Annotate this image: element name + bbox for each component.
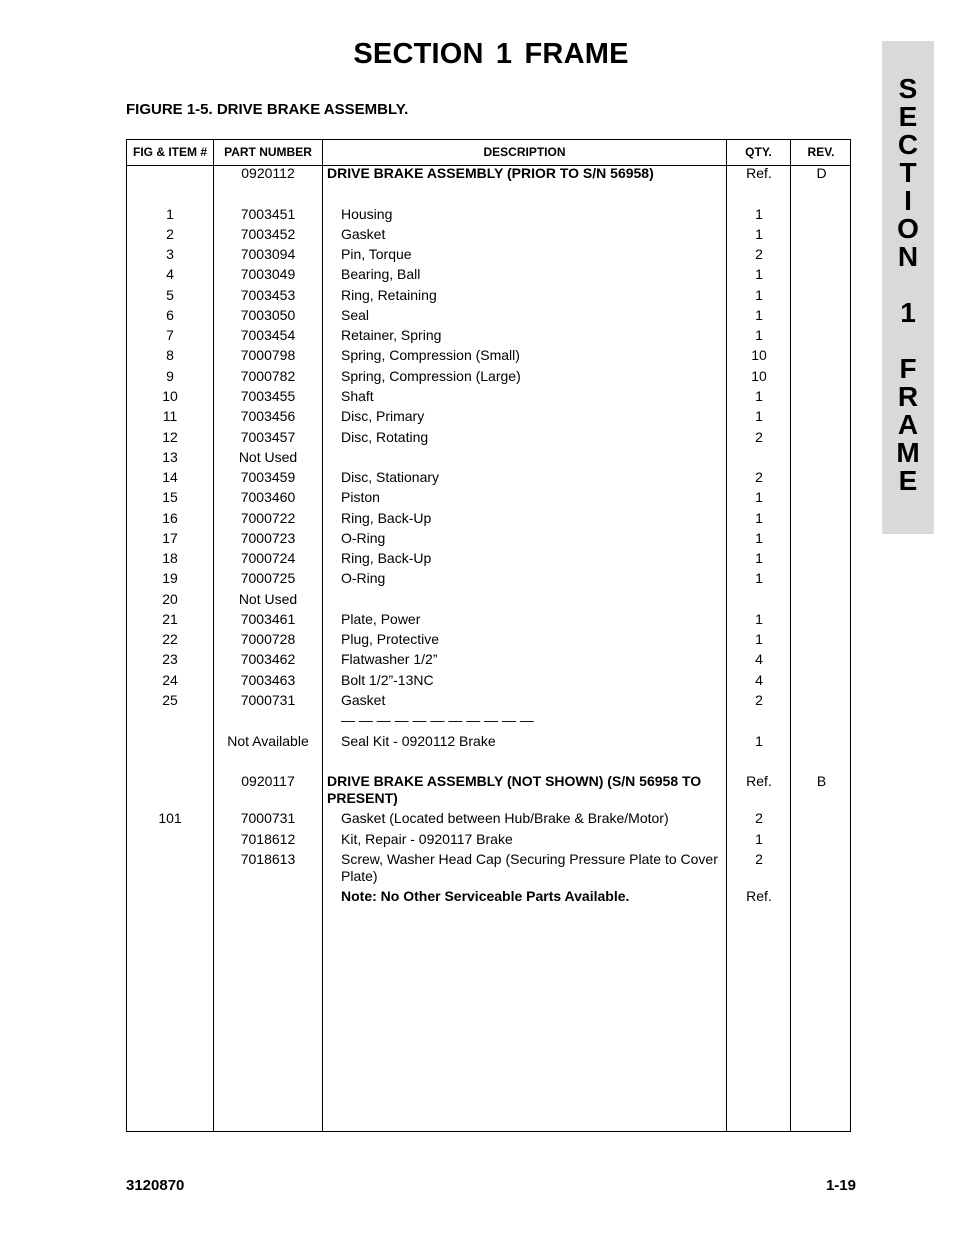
document-number: 3120870 xyxy=(126,1177,185,1194)
cell-qty: 2 xyxy=(755,469,763,485)
side-tab-letter: S xyxy=(898,73,918,104)
cell-qty: 1 xyxy=(755,287,763,303)
cell-qty: 1 xyxy=(755,266,763,282)
parts-table xyxy=(126,139,851,1132)
column-divider xyxy=(322,140,323,1131)
cell-qty: 2 xyxy=(755,851,763,867)
cell-description: Gasket xyxy=(341,692,386,708)
cell-part-number: 7003049 xyxy=(240,266,296,282)
cell-fig-item: 23 xyxy=(162,651,178,667)
cell-description: Gasket (Located between Hub/Brake & Brake/Motor) xyxy=(341,810,669,826)
cell-fig-item: 4 xyxy=(166,266,174,282)
cell-qty: Ref. xyxy=(746,165,772,181)
cell-part-number: 7000725 xyxy=(240,570,296,586)
cell-description: Ring, Retaining xyxy=(341,287,437,303)
cell-part-number: Not Used xyxy=(238,449,298,465)
cell-qty: 2 xyxy=(755,810,763,826)
cell-description: Note: No Other Serviceable Parts Available. xyxy=(341,888,630,904)
cell-qty: 1 xyxy=(755,570,763,586)
cell-part-number: 7000798 xyxy=(240,347,296,363)
cell-qty: 1 xyxy=(755,530,763,546)
cell-qty: 1 xyxy=(755,226,763,242)
side-tab-letter: E xyxy=(898,101,918,132)
cell-part-number: 7003459 xyxy=(240,469,296,485)
cell-description: Pin, Torque xyxy=(341,246,412,262)
cell-qty: 1 xyxy=(755,510,763,526)
section-side-tab xyxy=(882,41,934,534)
cell-description: Bolt 1/2”-13NC xyxy=(341,672,434,688)
cell-part-number: 0920112 xyxy=(241,165,295,181)
cell-fig-item: 15 xyxy=(162,489,178,505)
cell-description: Shaft xyxy=(341,388,374,404)
cell-description: Spring, Compression (Small) xyxy=(341,347,520,363)
cell-qty: 1 xyxy=(755,489,763,505)
cell-fig-item: 16 xyxy=(162,510,178,526)
side-tab-letter: N xyxy=(897,241,919,272)
cell-fig-item: 19 xyxy=(162,570,178,586)
header-rev: REV. xyxy=(807,145,835,159)
cell-part-number: 0920117 xyxy=(241,773,295,789)
cell-qty: 1 xyxy=(755,206,763,222)
cell-part-number: 7000731 xyxy=(240,692,296,708)
cell-description: Seal xyxy=(341,307,370,323)
cell-part-number: 7003452 xyxy=(240,226,296,242)
cell-part-number: 7000722 xyxy=(240,510,296,526)
cell-qty: 1 xyxy=(755,611,763,627)
cell-fig-item: 22 xyxy=(162,631,178,647)
cell-part-number: 7000731 xyxy=(240,810,296,826)
cell-fig-item: 11 xyxy=(162,408,178,424)
cell-fig-item: 14 xyxy=(162,469,178,485)
cell-description: Plug, Protective xyxy=(341,631,440,647)
cell-part-number: 7003455 xyxy=(240,388,296,404)
cell-description: Piston xyxy=(341,489,380,505)
cell-description: — — — — — — — — — — — xyxy=(341,712,534,728)
cell-fig-item: 101 xyxy=(158,810,182,826)
cell-part-number: 7018613 xyxy=(240,851,296,867)
side-tab-letter: M xyxy=(896,437,920,468)
header-fig: FIG & ITEM # xyxy=(132,145,207,159)
cell-rev: B xyxy=(816,773,827,789)
cell-qty: 2 xyxy=(755,429,763,445)
cell-part-number: 7003050 xyxy=(240,307,296,323)
cell-description: Bearing, Ball xyxy=(341,266,421,282)
cell-description: Housing xyxy=(341,206,393,222)
cell-fig-item: 21 xyxy=(162,611,178,627)
side-tab-letter: T xyxy=(899,157,917,188)
cell-fig-item: 7 xyxy=(166,327,174,343)
cell-part-number: 7000723 xyxy=(240,530,296,546)
cell-qty: 1 xyxy=(755,631,763,647)
page-number: 1-19 xyxy=(825,1177,856,1194)
cell-description: O-Ring xyxy=(341,570,386,586)
cell-description: Spring, Compression (Large) xyxy=(341,368,521,384)
cell-qty: 1 xyxy=(755,831,763,847)
cell-fig-item: 24 xyxy=(162,672,178,688)
cell-part-number: 7003461 xyxy=(240,611,296,627)
header-part-number: PART NUMBER xyxy=(224,145,312,159)
cell-description: Disc, Stationary xyxy=(341,469,440,485)
cell-part-number: Not Available xyxy=(227,733,309,749)
cell-fig-item: 25 xyxy=(162,692,178,708)
cell-description: Screw, Washer Head Cap (Securing Pressure Plate to Cover Plate) xyxy=(341,851,718,884)
side-tab-letter: 1 xyxy=(900,297,916,328)
cell-qty: 4 xyxy=(755,672,763,688)
cell-part-number: 7003454 xyxy=(240,327,296,343)
cell-part-number: 7003456 xyxy=(240,408,296,424)
cell-qty: 4 xyxy=(755,651,763,667)
cell-fig-item: 12 xyxy=(162,429,178,445)
cell-qty: 1 xyxy=(755,327,763,343)
cell-description: Seal Kit - 0920112 Brake xyxy=(341,733,496,749)
cell-description: DRIVE BRAKE ASSEMBLY (NOT SHOWN) (S/N 56958 TO PRESENT) xyxy=(327,773,702,806)
cell-rev: D xyxy=(816,165,827,181)
cell-qty: 2 xyxy=(755,246,763,262)
header-description: DESCRIPTION xyxy=(483,145,566,159)
cell-part-number: 7003094 xyxy=(240,246,296,262)
cell-description: Ring, Back-Up xyxy=(341,550,432,566)
cell-fig-item: 3 xyxy=(166,246,174,262)
cell-part-number: 7003462 xyxy=(240,651,296,667)
cell-qty: 1 xyxy=(755,388,763,404)
page-title: SECTION 1 FRAME xyxy=(353,38,629,70)
cell-part-number: 7003463 xyxy=(240,672,296,688)
cell-part-number: 7000782 xyxy=(240,368,296,384)
cell-fig-item: 6 xyxy=(166,307,174,323)
cell-fig-item: 10 xyxy=(162,388,178,404)
cell-description: Flatwasher 1/2” xyxy=(341,651,438,667)
cell-fig-item: 9 xyxy=(166,368,174,384)
cell-qty: 1 xyxy=(755,307,763,323)
cell-description: O-Ring xyxy=(341,530,386,546)
side-tab-letter: I xyxy=(904,185,912,216)
cell-fig-item: 5 xyxy=(166,287,174,303)
cell-description: DRIVE BRAKE ASSEMBLY (PRIOR TO S/N 56958) xyxy=(327,165,654,181)
cell-description: Disc, Primary xyxy=(341,408,425,424)
cell-part-number: Not Used xyxy=(238,591,298,607)
cell-part-number: 7003457 xyxy=(240,429,296,445)
cell-description: Disc, Rotating xyxy=(341,429,429,445)
cell-qty: 1 xyxy=(755,733,763,749)
cell-part-number: 7003460 xyxy=(240,489,296,505)
cell-description: Kit, Repair - 0920117 Brake xyxy=(341,831,513,847)
cell-qty: 10 xyxy=(751,368,767,384)
figure-caption: FIGURE 1-5. DRIVE BRAKE ASSEMBLY. xyxy=(126,101,409,118)
cell-fig-item: 20 xyxy=(162,591,178,607)
cell-fig-item: 8 xyxy=(166,347,174,363)
cell-description: Ring, Back-Up xyxy=(341,510,432,526)
side-tab-letter: A xyxy=(897,409,919,440)
cell-part-number: 7018612 xyxy=(240,831,296,847)
cell-qty: 1 xyxy=(755,550,763,566)
cell-qty: 10 xyxy=(751,347,767,363)
cell-part-number: 7000728 xyxy=(240,631,296,647)
cell-qty: Ref. xyxy=(746,888,772,904)
cell-description: Gasket xyxy=(341,226,386,242)
cell-description: Retainer, Spring xyxy=(341,327,442,343)
cell-qty: 1 xyxy=(755,408,763,424)
cell-qty: Ref. xyxy=(746,773,772,789)
cell-fig-item: 1 xyxy=(166,206,174,222)
cell-qty: 2 xyxy=(755,692,763,708)
cell-fig-item: 13 xyxy=(162,449,178,465)
side-tab-letter: F xyxy=(899,353,917,384)
side-tab-letter: R xyxy=(897,381,919,412)
cell-fig-item: 2 xyxy=(166,226,174,242)
side-tab-letter: E xyxy=(898,465,918,496)
side-tab-letter: C xyxy=(897,129,919,160)
side-tab-letter: O xyxy=(897,213,919,244)
cell-description: Plate, Power xyxy=(341,611,421,627)
cell-fig-item: 17 xyxy=(162,530,178,546)
cell-part-number: 7000724 xyxy=(240,550,296,566)
cell-fig-item: 18 xyxy=(162,550,178,566)
cell-part-number: 7003453 xyxy=(240,287,296,303)
cell-part-number: 7003451 xyxy=(240,206,296,222)
header-qty: QTY. xyxy=(745,145,772,159)
